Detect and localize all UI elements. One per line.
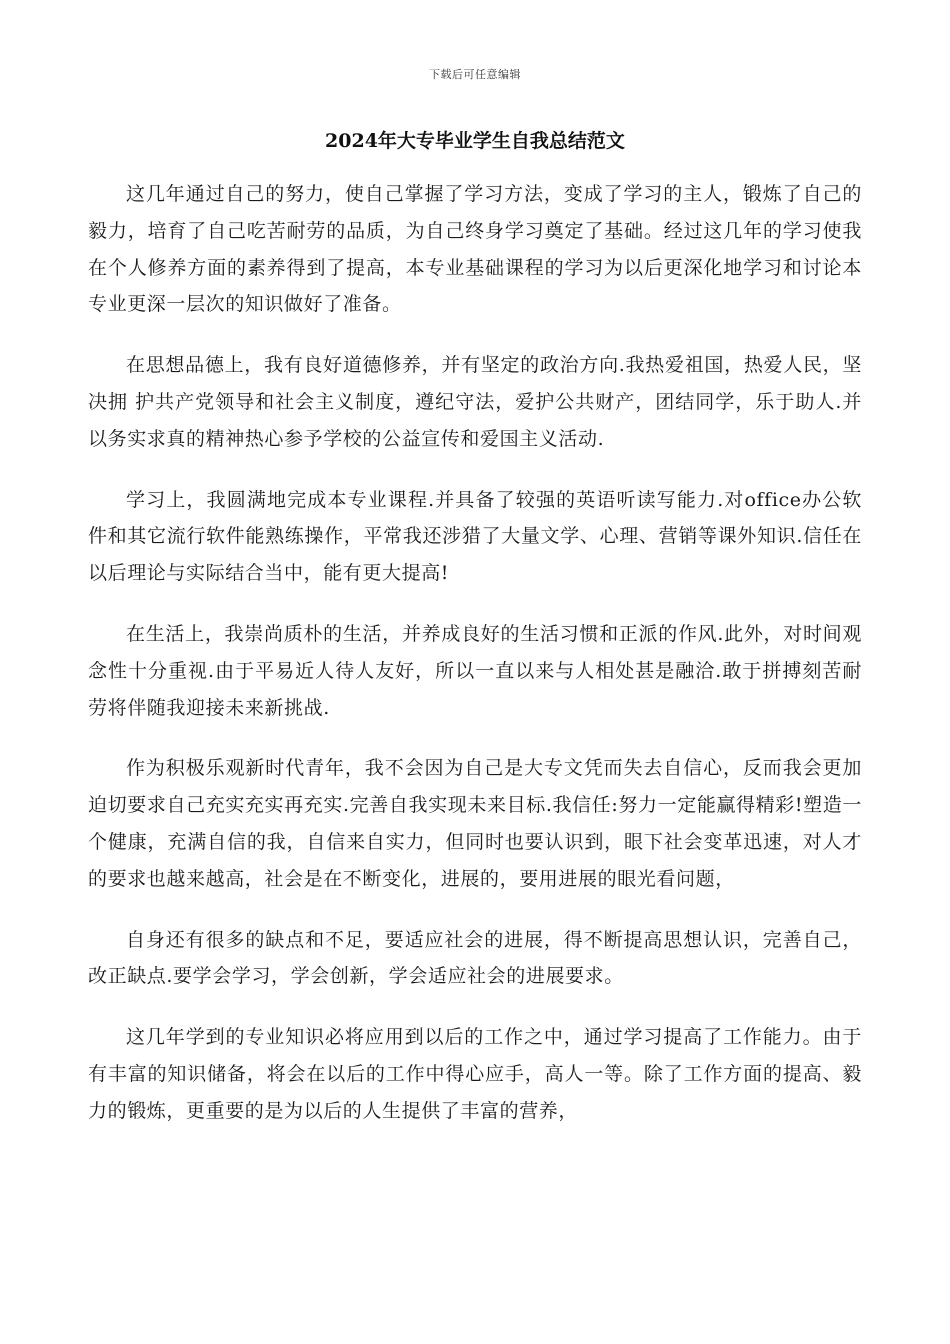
paragraph-confidence: 作为积极乐观新时代青年，我不会因为自己是大专文凭而失去自信心，反而我会更加迫切要求自己充实充实再充实.完善自我实现未来目标.我信任:努力一定能赢得精彩!塑造一个健康，充满自信的我，自信来自实力，但同时也要认识到，眼下社会变革迅速，对人才的要求也越来越高，社会是在不断变化，进展的，要用进展的眼光看问题， [88, 757, 862, 890]
document-body [88, 176, 862, 1154]
document-title: 2024年大专毕业学生自我总结范文 [325, 130, 625, 152]
paragraph-shortcomings: 自身还有很多的缺点和不足，要适应社会的进展，得不断提高思想认识，完善自己， 改正缺点.要学会学习，学会创新，学会适应社会的进展要求。 [88, 928, 862, 988]
page-header-note: 下载后可任意编辑 [429, 68, 521, 81]
paragraph-moral-character: 在思想品德上，我有良好道德修养，并有坚定的政治方向.我热爱祖国，热爱人民，坚决拥 护共产党领导和社会主义制度，遵纪守法，爱护公共财产，团结同学，乐于助人.并以务实求真的精神热心参予学校的公益宣传和爱国主义活动. [88, 354, 862, 450]
paragraph-daily-life: 在生活上，我崇尚质朴的生活，并养成良好的生活习惯和正派的作风.此外，对时间观念性十分重视.由于平易近人待人友好，所以一直以来与人相处甚是融洽.敢于拼搏刻苦耐劳将伴随我迎接未来新挑战. [88, 622, 862, 719]
paragraph-future-work: 这几年学到的专业知识必将应用到以后的工作之中，通过学习提高了工作能力。由于有丰富的知识储备，将会在以后的工作中得心应手，高人一等。除了工作方面的提高、毅力的锻炼，更重要的是为以后的人生提供了丰富的营养， [88, 1026, 862, 1122]
paragraph-academics: 学习上，我圆满地完成本专业课程.并具备了较强的英语听读写能力.对office办公软件和其它流行软件能熟练操作，平常我还涉猎了大量文学、心理、营销等课外知识.信任在以后理论与实际结合当中，能有更大提高! [88, 488, 862, 585]
paragraph-study-method: 这几年通过自己的努力，使自己掌握了学习方法，变成了学习的主人，锻炼了自己的毅力，培育了自己吃苦耐劳的品质，为自己终身学习奠定了基础。经过这几年的学习使我在个人修养方面的素养得到了提高，本专业基础课程的学习为以后更深化地学习和讨论本专业更深一层次的知识做好了准备。 [88, 183, 862, 316]
